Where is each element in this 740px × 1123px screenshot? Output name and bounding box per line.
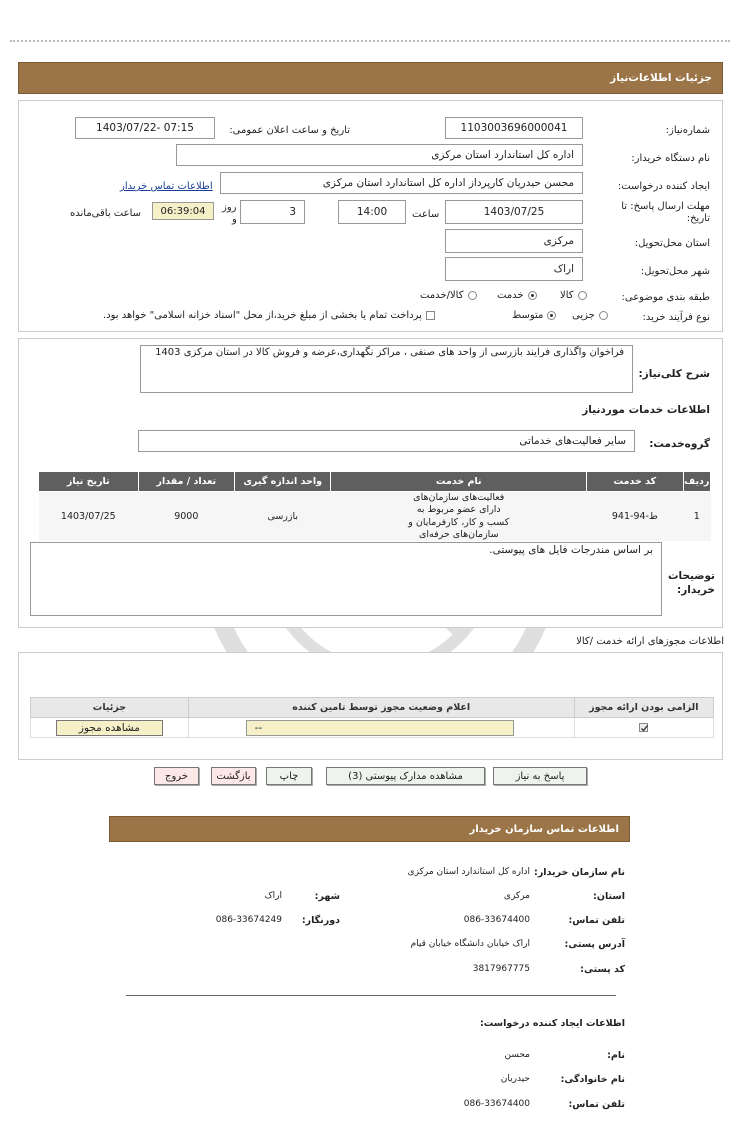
category-both[interactable]: کالا/خدمت [420, 290, 477, 301]
radio-selected-icon[interactable] [547, 311, 556, 320]
creator-family-value: حیدریان [500, 1074, 530, 1084]
col-details: جزئیات [31, 698, 189, 718]
contact-org-value: اداره کل استاندارد استان مرکزی [407, 867, 530, 877]
table-row [39, 492, 711, 542]
creator-info-title: اطلاعات ایجاد کننده درخواست: [479, 1018, 625, 1029]
services-table-header [39, 472, 711, 492]
cell-name: فعالیت‌های سازمان‌های دارای عضو مربوط به کسب و کار، کارفرمایان و سازمان‌های حرفه‌ای [408, 492, 510, 541]
cell-code: ط-94-941 [611, 511, 658, 523]
city-label: شهر محل‌تحویل: [640, 266, 710, 277]
process-label: نوع فرآیند خرید: [642, 312, 710, 323]
page-title: جزئیات اطلاعات‌نیاز [610, 72, 712, 84]
days-label: روز [222, 202, 237, 213]
notes-label-2: خریدار: [677, 584, 715, 596]
need-number-field: 1103003696000041 [445, 117, 583, 139]
contact-fax-label: دورنگار: [301, 915, 340, 926]
view-license-button[interactable]: مشاهده مجوز [56, 720, 163, 736]
remaining-label: ساعت باقی‌مانده [70, 208, 142, 219]
contact-address-value: اراک خیابان دانشگاه خیابان قیام [410, 939, 530, 949]
cell-unit: بازرسی [267, 511, 298, 523]
notes-field: بر اساس مندرجات فایل های پیوستی. [30, 542, 662, 616]
radio-icon[interactable] [578, 291, 587, 300]
col-unit: واحد اندازه گیری [235, 472, 331, 492]
contact-province-label: استان: [593, 891, 625, 902]
contact-divider [126, 995, 616, 996]
page-header [18, 62, 723, 94]
creator-family-label: نام خانوادگی: [560, 1074, 625, 1085]
contact-province-value: مرکزی [503, 891, 530, 901]
status-field[interactable]: -- [246, 720, 514, 736]
radio-icon[interactable] [468, 291, 477, 300]
services-table [38, 471, 711, 541]
top-divider [10, 40, 730, 42]
remaining-time-field: 06:39:04 [152, 202, 214, 220]
buyer-org-field: اداره کل استاندارد استان مرکزی [176, 144, 583, 166]
view-docs-button[interactable]: مشاهده مدارک پیوستی (3) [326, 767, 485, 785]
cell-date: 1403/07/25 [60, 511, 116, 523]
contact-org-label: نام سازمان خریدار: [534, 867, 625, 878]
process-minor[interactable]: جزیی [572, 310, 608, 321]
license-table [30, 697, 714, 738]
checkbox-icon[interactable] [426, 311, 435, 320]
print-button[interactable]: چاپ [266, 767, 312, 785]
col-name: نام خدمت [331, 472, 587, 492]
creator-field: محسن حیدریان کارپرداز اداره کل استاندارد استان مرکزی [220, 172, 583, 194]
category-goods[interactable]: کالا [560, 290, 587, 301]
creator-name-value: محسن [504, 1050, 530, 1060]
announce-field: 1403/07/22- 07:15 [75, 117, 215, 139]
col-status: اعلام وضعیت مجوز توسط تامین کننده [188, 698, 574, 718]
category-label: طبقه بندی موضوعی: [621, 292, 710, 303]
time-label: ساعت [412, 209, 440, 220]
contact-postal-value: 3817967775 [472, 964, 530, 974]
col-required: الزامی بودن ارائه مجوز [574, 698, 713, 718]
province-field: مرکزی [445, 229, 583, 253]
radio-icon[interactable] [599, 311, 608, 320]
license-title: اطلاعات مجوزهای ارائه خدمت /کالا [576, 636, 724, 647]
license-table-header [31, 698, 714, 718]
category-service[interactable]: خدمت [497, 290, 537, 301]
cell-required [574, 718, 713, 738]
need-number-label: شماره‌نیاز: [665, 125, 710, 136]
back-button[interactable]: بازگشت [211, 767, 256, 785]
col-code: کد خدمت [587, 472, 683, 492]
contact-city-label: شهر: [314, 891, 340, 902]
days-field: 3 [240, 200, 305, 224]
announce-label: تاریخ و ساعت اعلان عمومی: [229, 125, 350, 136]
creator-phone-label: تلفن تماس: [568, 1099, 625, 1110]
reply-button[interactable]: پاسخ به نیاز [493, 767, 587, 785]
col-date: تاریخ نیاز [39, 472, 139, 492]
deadline-date-field: 1403/07/25 [445, 200, 583, 224]
creator-name-label: نام: [607, 1050, 625, 1061]
col-qty: تعداد / مقدار [138, 472, 234, 492]
group-field: سایر فعالیت‌های خدماتی [138, 430, 635, 452]
contact-city-value: اراک [264, 891, 282, 901]
table-row [31, 718, 714, 738]
group-label: گروه‌خدمت: [649, 438, 710, 450]
buyer-contact-link[interactable]: اطلاعات تماس خریدار [120, 181, 213, 192]
exit-button[interactable]: خروج [154, 767, 199, 785]
cell-row: 1 [693, 511, 700, 523]
desc-field: فراخوان واگذاری فرایند بازرسی از واحد های صنفی ، مراکز نگهداری،عرضه و فروش کالا در استان مرکزی 1403 [140, 345, 633, 393]
creator-label: ایجاد کننده درخواست: [617, 181, 710, 192]
notes-label: توضیحات [667, 570, 715, 582]
contact-phone-label: تلفن تماس: [568, 915, 625, 926]
radio-selected-icon[interactable] [528, 291, 537, 300]
contact-postal-label: کد پستی: [580, 964, 625, 975]
contact-title: اطلاعات تماس سازمان خریدار [469, 823, 619, 835]
days-and-label: و [232, 214, 237, 225]
deadline-label-2: تاریخ: [686, 213, 710, 224]
province-label: استان محل‌تحویل: [634, 238, 710, 249]
cell-status [188, 718, 574, 738]
cell-qty: 9000 [174, 511, 199, 523]
deadline-label: مهلت ارسال پاسخ: تا [621, 201, 710, 212]
desc-label: شرح کلی‌نیاز: [638, 368, 710, 380]
deadline-time-field: 14:00 [338, 200, 406, 224]
contact-phone-value: 086-33674400 [463, 915, 530, 925]
creator-phone-value: 086-33674400 [463, 1099, 530, 1109]
buyer-org-label: نام دستگاه خریدار: [631, 153, 710, 164]
cell-details [31, 718, 189, 738]
col-row: ردیف [683, 472, 710, 492]
contact-header [109, 816, 630, 842]
process-medium[interactable]: متوسط [512, 310, 556, 321]
payment-option[interactable]: پرداخت تمام یا بخشی از مبلغ خرید،از محل "اسناد خزانه اسلامی" خواهد بود. [103, 310, 435, 321]
contact-fax-value: 086-33674249 [215, 915, 282, 925]
contact-address-label: آدرس پستی: [564, 939, 625, 950]
city-field: اراک [445, 257, 583, 281]
services-title: اطلاعات خدمات موردنیاز [582, 404, 710, 416]
checkmark-icon [639, 723, 648, 732]
